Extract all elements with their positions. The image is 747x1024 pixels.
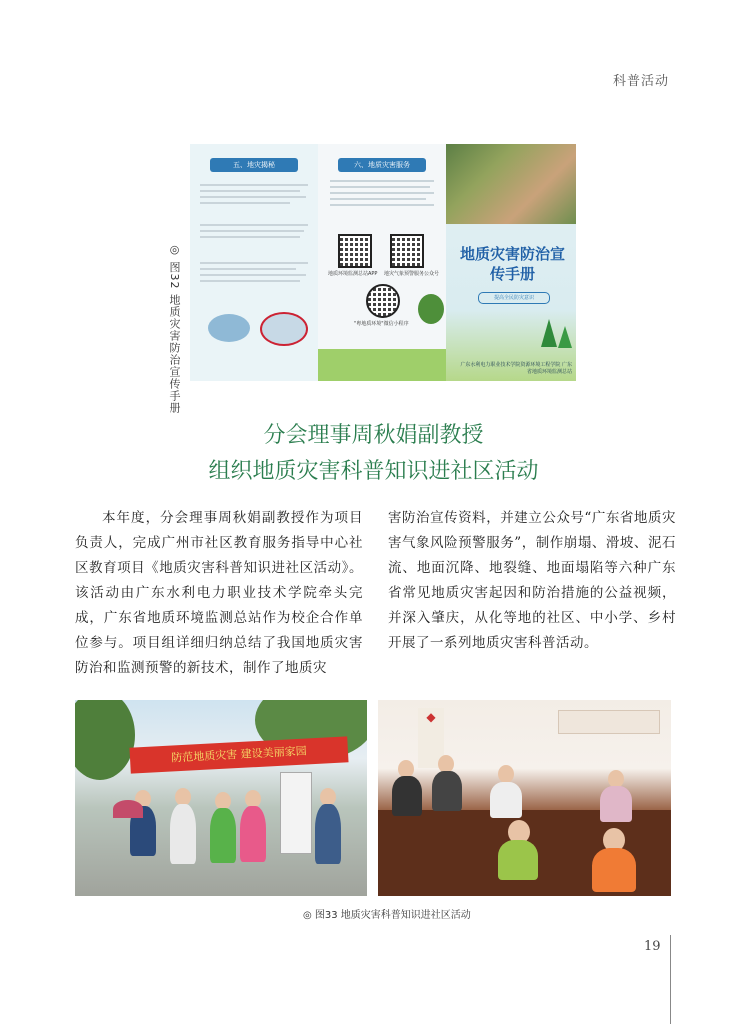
article-title-line2: 组织地质灾害科普知识进社区活动 xyxy=(208,459,539,484)
qr-label: 地灾气象预警服务公众号 xyxy=(384,271,440,277)
brochure-panel-middle xyxy=(318,144,446,381)
brochure-panel-left xyxy=(190,144,318,381)
diagram-icon xyxy=(208,314,250,342)
page-number: 19 xyxy=(644,939,661,954)
mini-program-code-icon xyxy=(366,284,400,318)
article-body-column-2: 害防治宣传资料，并建立公众号“广东省地质灾害气象风险预警服务”，制作崩塌、滑坡、泥石流、地面沉降、地裂缝、地面塌陷等六种广东省常见地质灾害起因和防治措施的公益视频，并深入肇庆，从化等地的社区、中小学、乡村开展了一系列地质灾害科普活动。 xyxy=(388,510,676,651)
qr-label: "粤地质环境"微信小程序 xyxy=(354,321,409,327)
photo-classroom: ◆ xyxy=(378,700,671,896)
figure32-caption: ◎ 图32 地质灾害防治宣传手册 xyxy=(168,243,181,414)
qr-label: 地质环境监测总站APP xyxy=(328,271,378,277)
diagram-icon xyxy=(260,312,308,346)
section-header: 科普活动 xyxy=(612,74,669,89)
brochure-subtitle: 提高全民防灾意识 xyxy=(478,292,550,304)
brochure-image xyxy=(190,144,576,381)
article-body-column-1: 本年度，分会理事周秋娟副教授作为项目负责人，完成广州市社区教育服务指导中心社区教育项目《地质灾害科普知识进社区活动》。该活动由广东水利电力职业技术学院牵头完成，广东省地质环境监测总站作为校企合作单位参与。项目组详细归纳总结了我国地质灾害防治和监测预警的新技术，制作了地质灾 xyxy=(75,510,363,676)
qr-code-icon xyxy=(390,234,424,268)
brochure-org: 广东水利电力职业技术学院资源环境工程学院 广东省地质环境监测总站 xyxy=(460,362,572,375)
qr-code-icon xyxy=(338,234,372,268)
cover-photo xyxy=(446,144,576,224)
display-board xyxy=(280,772,312,854)
page-rule xyxy=(670,935,671,1024)
brochure-title: 地质灾害防治宣传手册 xyxy=(459,245,565,283)
event-banner: 防范地质灾害 建设美丽家园 xyxy=(129,736,348,773)
figure33-caption: ◎ 图33 地质灾害科普知识进社区活动 xyxy=(303,910,471,921)
panel-title: 六、地质灾害服务 xyxy=(338,158,426,172)
photo-outdoor-booth xyxy=(75,700,367,896)
article-title-line1: 分会理事周秋娟副教授 xyxy=(263,423,484,448)
panel-title: 五、地灾揭秘 xyxy=(210,158,298,172)
